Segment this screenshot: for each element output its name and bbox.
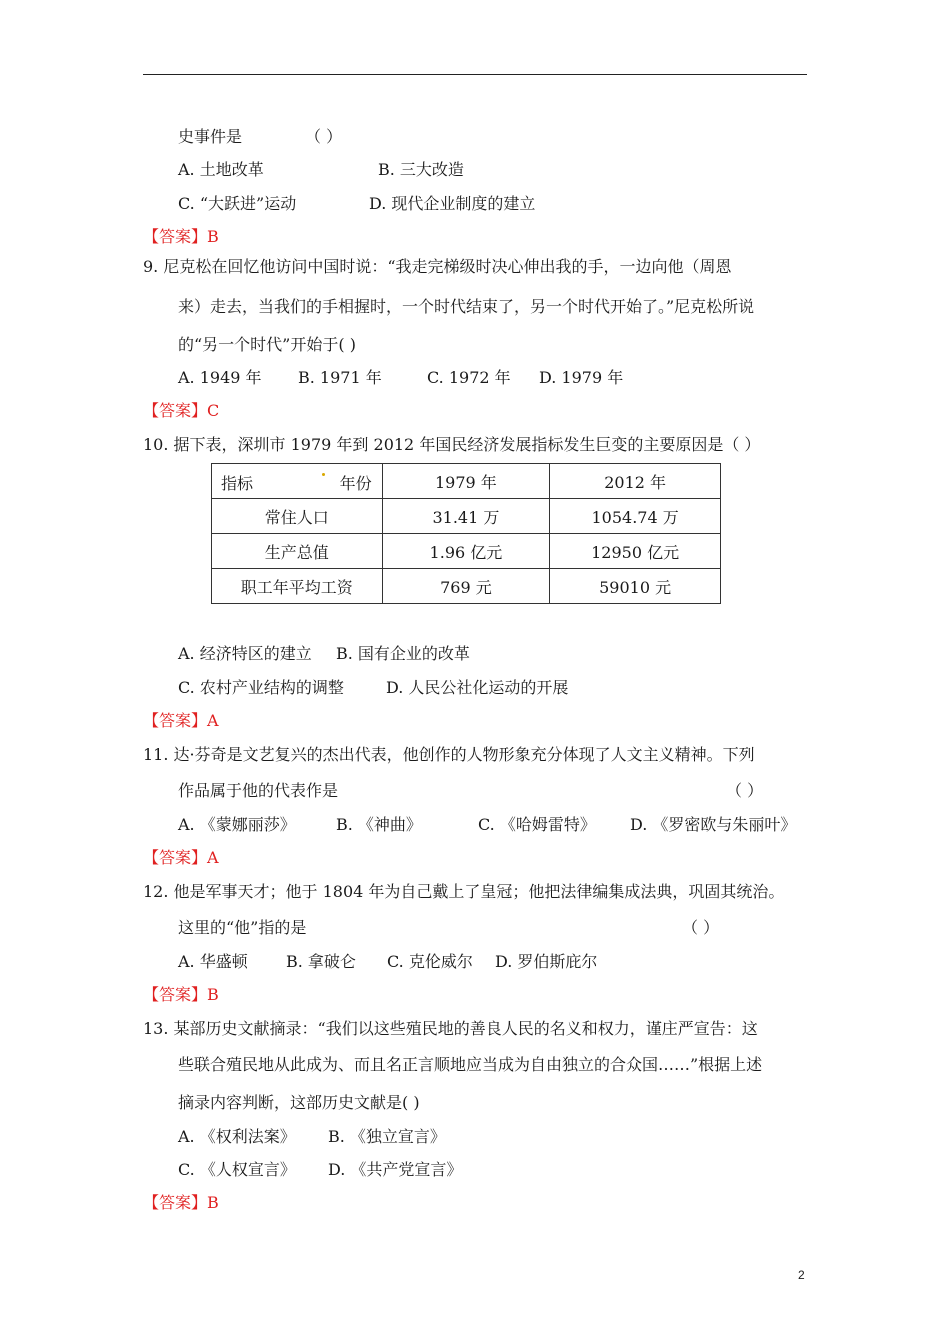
q8-stem-text: 史事件是	[178, 127, 243, 146]
table-row	[212, 569, 721, 604]
q12-option-a: A. 华盛顿	[178, 952, 248, 971]
q8-option-d: D. 现代企业制度的建立	[369, 194, 536, 213]
q11-option-b: B. 《神曲》	[336, 815, 422, 834]
page-number: 2	[798, 1268, 805, 1282]
answer-value: B	[207, 985, 219, 1004]
table-corner-year: 年份	[339, 474, 372, 493]
q12-stem-line1: 12. 他是军事天才；他于 1804 年为自己戴上了皇冠；他把法律编集成法典，巩固其统治。	[143, 882, 785, 901]
table-corner-indicator: 指标	[221, 474, 254, 493]
table-row-label: 职工年平均工资	[212, 569, 383, 604]
answer-tag: 【答案】	[143, 848, 208, 867]
q9-stem-line3: 的“另一个时代”开始于( )	[178, 335, 356, 354]
q12-stem-text: 这里的“他”指的是	[178, 918, 307, 937]
q11-paren: （ ）	[726, 781, 764, 800]
table-row	[212, 499, 721, 534]
q9-option-c: C. 1972 年	[427, 368, 511, 387]
q13-stem-line2: 些联合殖民地从此成为、而且名正言顺地应当成为自由独立的合众国……”根据上述	[178, 1055, 763, 1074]
table-corner-cell	[212, 464, 383, 499]
table-header-row	[212, 464, 721, 499]
answer-tag: 【答案】	[143, 1193, 208, 1212]
q13-option-b: B. 《独立宣言》	[328, 1127, 446, 1146]
q12-answer	[143, 985, 219, 1005]
answer-value: B	[207, 227, 219, 246]
q12-stem-line2	[178, 918, 758, 938]
q9-answer	[143, 401, 219, 421]
q11-stem-line2	[178, 781, 788, 801]
q10-option-d: D. 人民公社化运动的开展	[386, 678, 569, 697]
table-cell-1979: 31.41 万	[382, 499, 550, 534]
table-cell-2012: 59010 元	[550, 569, 721, 604]
q10-option-b: B. 国有企业的改革	[336, 644, 470, 663]
q10-option-a: A. 经济特区的建立	[178, 644, 312, 663]
q13-answer	[143, 1193, 219, 1213]
q8-answer	[143, 227, 219, 247]
stray-dot	[322, 473, 325, 476]
q13-option-a: A. 《权利法案》	[178, 1127, 296, 1146]
q11-option-c: C. 《哈姆雷特》	[478, 815, 596, 834]
table-header-2012: 2012 年	[550, 464, 721, 499]
q11-answer	[143, 848, 219, 868]
table-header-1979: 1979 年	[382, 464, 550, 499]
q11-option-a: A. 《蒙娜丽莎》	[178, 815, 296, 834]
q10-option-c: C. 农村产业结构的调整	[178, 678, 344, 697]
q8-stem	[178, 127, 343, 147]
q9-option-d: D. 1979 年	[539, 368, 624, 387]
q11-stem-line1: 11. 达·芬奇是文艺复兴的杰出代表，他创作的人物形象充分体现了人文主义精神。下列	[143, 745, 755, 764]
table-cell-2012: 12950 亿元	[550, 534, 721, 569]
table-cell-2012: 1054.74 万	[550, 499, 721, 534]
q9-option-a: A. 1949 年	[178, 368, 262, 387]
table-row-label: 常住人口	[212, 499, 383, 534]
answer-tag: 【答案】	[143, 985, 208, 1004]
answer-value: B	[207, 1193, 219, 1212]
data-table	[211, 463, 721, 604]
q9-option-b: B. 1971 年	[298, 368, 382, 387]
q10-answer	[143, 711, 219, 731]
table-row	[212, 534, 721, 569]
q8-option-c: C. “大跃进”运动	[178, 194, 297, 213]
q12-paren: （ ）	[682, 918, 720, 937]
table-cell-1979: 769 元	[382, 569, 550, 604]
q12-option-c: C. 克伦威尔	[387, 952, 473, 971]
q12-option-d: D. 罗伯斯庇尔	[495, 952, 598, 971]
q13-stem-line1: 13. 某部历史文献摘录：“我们以这些殖民地的善良人民的名义和权力，谨庄严宣告：这	[143, 1019, 758, 1038]
q8-option-b: B. 三大改造	[378, 160, 464, 179]
table-cell-1979: 1.96 亿元	[382, 534, 550, 569]
answer-tag: 【答案】	[143, 711, 208, 730]
q11-option-d: D. 《罗密欧与朱丽叶》	[630, 815, 797, 834]
q12-option-b: B. 拿破仑	[286, 952, 356, 971]
q10-stem-line1: 10. 据下表，深圳市 1979 年到 2012 年国民经济发展指标发生巨变的主要原因是（ ）	[143, 435, 761, 454]
answer-tag: 【答案】	[143, 227, 208, 246]
q8-paren: （ ）	[305, 127, 343, 146]
q11-stem-text: 作品属于他的代表作是	[178, 781, 339, 800]
header-rule	[143, 74, 807, 75]
answer-value: C	[207, 401, 220, 420]
q9-stem-line1: 9. 尼克松在回忆他访问中国时说：“我走完梯级时决心伸出我的手，一边向他（周恩	[143, 257, 732, 276]
q13-option-d: D. 《共产党宣言》	[328, 1160, 463, 1179]
q13-option-c: C. 《人权宣言》	[178, 1160, 296, 1179]
q9-stem-line2: 来）走去，当我们的手相握时，一个时代结束了，另一个时代开始了。”尼克松所说	[178, 297, 755, 316]
answer-value: A	[207, 848, 219, 867]
answer-tag: 【答案】	[143, 401, 208, 420]
q8-option-a: A. 土地改革	[178, 160, 264, 179]
answer-value: A	[207, 711, 219, 730]
table-row-label: 生产总值	[212, 534, 383, 569]
q13-stem-line3: 摘录内容判断，这部历史文献是( )	[178, 1093, 420, 1112]
